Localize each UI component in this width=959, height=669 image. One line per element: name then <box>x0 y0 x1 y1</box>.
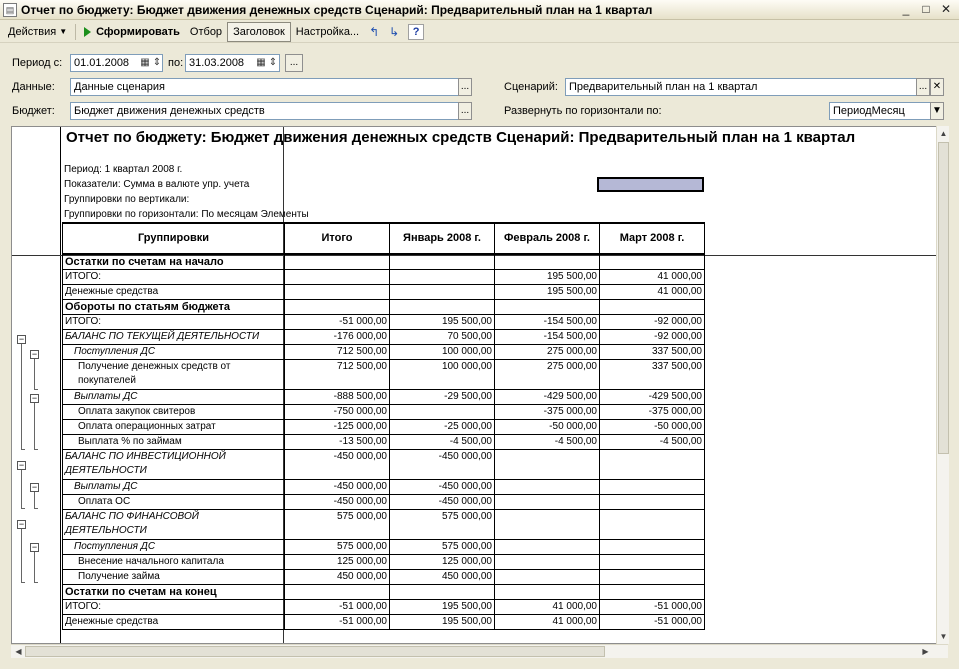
value-cell: -125 000,00 <box>285 420 390 435</box>
value-cell: -92 000,00 <box>600 315 705 330</box>
row-label: Остатки по счетам на конец <box>63 585 285 600</box>
report-table <box>62 222 705 630</box>
group-line-end <box>21 508 25 509</box>
scroll-down-icon[interactable]: ▼ <box>939 632 948 641</box>
table-row <box>63 420 705 435</box>
grouping-area-divider <box>60 127 61 644</box>
value-cell: -450 000,00 <box>285 495 390 510</box>
value-cell <box>390 254 495 270</box>
row-label: Оплата ОС <box>63 495 285 510</box>
row-label: Денежные средства <box>63 285 285 300</box>
data-label: Данные: <box>12 81 55 93</box>
value-cell: -450 000,00 <box>285 450 390 480</box>
chevron-down-icon[interactable]: ▼ <box>930 102 944 120</box>
play-icon <box>84 27 91 37</box>
value-cell: 712 500,00 <box>285 345 390 360</box>
table-row <box>63 254 705 270</box>
actions-label: Действия <box>8 25 57 38</box>
table-row <box>63 615 705 630</box>
value-cell: -92 000,00 <box>600 330 705 345</box>
value-cell: 70 500,00 <box>390 330 495 345</box>
group-collapse-icon[interactable]: − <box>31 349 38 359</box>
table-row <box>63 495 705 510</box>
window-title: Отчет по бюджету: Бюджет движения денежных средств Сценарий: Предварительный план на 1 квартал <box>21 2 653 17</box>
budget-select-button[interactable]: ... <box>458 102 472 120</box>
value-cell: -50 000,00 <box>600 420 705 435</box>
table-row <box>63 315 705 330</box>
group-collapse-icon[interactable]: − <box>31 482 38 492</box>
row-label: Выплаты ДС <box>63 480 285 495</box>
value-cell: -450 000,00 <box>285 480 390 495</box>
group-line <box>21 470 22 508</box>
expand-groups-icon[interactable]: ↳ <box>389 24 400 39</box>
value-cell <box>600 540 705 555</box>
table-row <box>63 435 705 450</box>
report-spreadsheet[interactable] <box>11 126 948 644</box>
period-to-value: 31.03.2008 <box>189 57 245 69</box>
column-header: Февраль 2008 г. <box>495 223 600 254</box>
row-label: Выплаты ДС <box>63 390 285 405</box>
value-cell: 275 000,00 <box>495 345 600 360</box>
value-cell: 195 500,00 <box>495 270 600 285</box>
row-label: Оплата операционных затрат <box>63 420 285 435</box>
report-horizontal-groupings: Группировки по горизонтали: По месяцам Элементы <box>64 209 309 220</box>
period-to-label: по: <box>168 57 184 69</box>
value-cell: -375 000,00 <box>495 405 600 420</box>
scenario-label: Сценарий: <box>504 81 558 93</box>
table-row <box>63 360 705 390</box>
value-cell: -29 500,00 <box>390 390 495 405</box>
value-cell <box>285 254 390 270</box>
minimize-icon[interactable]: _ <box>902 2 910 16</box>
value-cell: -4 500,00 <box>495 435 600 450</box>
header-toggle-button[interactable]: Заголовок <box>227 22 291 42</box>
table-row <box>63 390 705 405</box>
value-cell <box>600 510 705 540</box>
value-cell: -429 500,00 <box>495 390 600 405</box>
report-period: Период: 1 квартал 2008 г. <box>64 164 183 175</box>
table-row <box>63 540 705 555</box>
value-cell <box>495 450 600 480</box>
value-cell <box>600 300 705 315</box>
table-row <box>63 270 705 285</box>
value-cell: 575 000,00 <box>285 510 390 540</box>
value-cell: 41 000,00 <box>495 615 600 630</box>
group-line-end <box>21 449 25 450</box>
column-header: Январь 2008 г. <box>390 223 495 254</box>
value-cell: -154 500,00 <box>495 330 600 345</box>
scroll-up-icon[interactable]: ▲ <box>939 129 948 138</box>
value-cell: 195 500,00 <box>390 615 495 630</box>
table-row <box>63 480 705 495</box>
value-cell <box>600 254 705 270</box>
group-line <box>21 344 22 449</box>
row-label: БАЛАНС ПО ИНВЕСТИЦИОННОЙ ДЕЯТЕЛЬНОСТИ <box>63 450 285 480</box>
group-line-end <box>34 582 38 583</box>
scenario-select-button[interactable]: ... <box>916 78 930 96</box>
table-row <box>63 285 705 300</box>
value-cell <box>495 510 600 540</box>
row-label: ИТОГО: <box>63 270 285 285</box>
group-collapse-icon[interactable]: − <box>18 334 25 344</box>
value-cell: 275 000,00 <box>495 360 600 390</box>
toolbar <box>0 21 959 43</box>
value-cell: -450 000,00 <box>390 450 495 480</box>
scenario-value: Предварительный план на 1 квартал <box>569 81 758 93</box>
table-row <box>63 600 705 615</box>
row-label: Обороты по статьям бюджета <box>63 300 285 315</box>
budget-field[interactable] <box>70 102 459 120</box>
value-cell: -888 500,00 <box>285 390 390 405</box>
row-label: Денежные средства <box>63 615 285 630</box>
expand-value: ПериодМесяц <box>833 105 905 117</box>
value-cell: -154 500,00 <box>495 315 600 330</box>
value-cell: -450 000,00 <box>390 480 495 495</box>
value-cell: 195 500,00 <box>390 315 495 330</box>
scenario-clear-icon[interactable]: ✕ <box>930 78 944 96</box>
value-cell <box>390 585 495 600</box>
column-header: Итого <box>285 223 390 254</box>
value-cell: -51 000,00 <box>285 600 390 615</box>
row-label: Остатки по счетам на начало <box>63 254 285 270</box>
period-select-button[interactable]: ... <box>285 54 303 72</box>
group-line-end <box>34 508 38 509</box>
report-indicators: Показатели: Сумма в валюте упр. учета <box>64 179 250 190</box>
value-cell: 41 000,00 <box>600 285 705 300</box>
row-label: Оплата закупок свитеров <box>63 405 285 420</box>
value-cell: 337 500,00 <box>600 345 705 360</box>
value-cell <box>600 585 705 600</box>
collapse-groups-icon[interactable]: ↰ <box>369 24 380 39</box>
value-cell <box>495 585 600 600</box>
row-label: БАЛАНС ПО ФИНАНСОВОЙ ДЕЯТЕЛЬНОСТИ <box>63 510 285 540</box>
group-line-end <box>34 449 38 450</box>
horizontal-scroll-thumb[interactable] <box>25 646 605 657</box>
value-cell: 125 000,00 <box>390 555 495 570</box>
value-cell: 450 000,00 <box>285 570 390 585</box>
scenario-field[interactable] <box>565 78 917 96</box>
data-field[interactable] <box>70 78 459 96</box>
value-cell <box>390 285 495 300</box>
row-label: Внесение начального капитала <box>63 555 285 570</box>
group-collapse-icon[interactable]: − <box>18 519 25 529</box>
vertical-scrollbar[interactable] <box>936 126 949 644</box>
value-cell <box>495 495 600 510</box>
value-cell <box>390 270 495 285</box>
table-row <box>63 300 705 315</box>
help-icon[interactable]: ? <box>408 24 424 40</box>
table-row <box>63 330 705 345</box>
value-cell <box>600 450 705 480</box>
row-label: Получение денежных средств от покупателей <box>63 360 285 390</box>
period-from-label: Период с: <box>12 57 63 69</box>
value-cell: -450 000,00 <box>390 495 495 510</box>
value-cell <box>285 300 390 315</box>
value-cell <box>285 270 390 285</box>
value-cell <box>390 300 495 315</box>
column-header: Март 2008 г. <box>600 223 705 254</box>
value-cell: -51 000,00 <box>285 315 390 330</box>
value-cell: -750 000,00 <box>285 405 390 420</box>
column-header: Группировки <box>63 223 285 254</box>
value-cell: -13 500,00 <box>285 435 390 450</box>
actions-menu[interactable] <box>3 22 72 42</box>
value-cell <box>495 555 600 570</box>
value-cell: -51 000,00 <box>600 600 705 615</box>
group-line <box>34 403 35 449</box>
row-label: ИТОГО: <box>63 315 285 330</box>
value-cell: -429 500,00 <box>600 390 705 405</box>
expand-select[interactable] <box>829 102 932 120</box>
scroll-right-icon[interactable]: ▶ <box>922 647 929 656</box>
period-from-value: 01.01.2008 <box>74 57 130 69</box>
table-row <box>63 345 705 360</box>
close-icon[interactable]: ✕ <box>940 2 952 16</box>
spin-icon[interactable]: ⇕ <box>268 57 278 68</box>
value-cell <box>600 480 705 495</box>
value-cell: -51 000,00 <box>285 615 390 630</box>
value-cell <box>495 570 600 585</box>
table-row <box>63 405 705 420</box>
value-cell: 575 000,00 <box>390 510 495 540</box>
value-cell: 100 000,00 <box>390 360 495 390</box>
value-cell: 195 500,00 <box>390 600 495 615</box>
value-cell <box>495 254 600 270</box>
highlighted-cell <box>597 177 704 192</box>
value-cell <box>285 585 390 600</box>
group-collapse-icon[interactable]: − <box>18 460 25 470</box>
value-cell: 575 000,00 <box>390 540 495 555</box>
dropdown-arrow-icon: ▼ <box>59 27 68 36</box>
table-row <box>63 555 705 570</box>
group-line <box>34 552 35 582</box>
value-cell: 41 000,00 <box>600 270 705 285</box>
report-vertical-groupings: Группировки по вертикали: <box>64 194 190 205</box>
row-label: БАЛАНС ПО ТЕКУЩЕЙ ДЕЯТЕЛЬНОСТИ <box>63 330 285 345</box>
value-cell: -4 500,00 <box>390 435 495 450</box>
value-cell: 100 000,00 <box>390 345 495 360</box>
value-cell: -25 000,00 <box>390 420 495 435</box>
report-title: Отчет по бюджету: Бюджет движения денежных средств Сценарий: Предварительный план на 1 квартал <box>66 129 856 146</box>
expand-label: Развернуть по горизонтали по: <box>504 105 662 117</box>
row-label: ИТОГО: <box>63 600 285 615</box>
value-cell: 712 500,00 <box>285 360 390 390</box>
group-line-end <box>34 389 38 390</box>
value-cell: 575 000,00 <box>285 540 390 555</box>
title-bar <box>0 0 959 20</box>
settings-button[interactable]: Настройка... <box>295 25 360 38</box>
maximize-icon[interactable]: □ <box>922 2 930 16</box>
toolbar-separator <box>75 24 76 40</box>
value-cell <box>495 300 600 315</box>
value-cell: -375 000,00 <box>600 405 705 420</box>
table-row <box>63 510 705 540</box>
group-line <box>21 529 22 582</box>
value-cell <box>600 555 705 570</box>
scroll-left-icon[interactable]: ◀ <box>15 647 22 656</box>
row-label: Поступления ДС <box>63 345 285 360</box>
value-cell <box>600 495 705 510</box>
data-value: Данные сценария <box>74 81 166 93</box>
group-line <box>34 359 35 389</box>
value-cell: 195 500,00 <box>495 285 600 300</box>
table-row <box>63 450 705 480</box>
value-cell <box>285 285 390 300</box>
calendar-icon[interactable]: ▦ <box>256 57 266 68</box>
value-cell: -176 000,00 <box>285 330 390 345</box>
value-cell <box>495 540 600 555</box>
value-cell: 337 500,00 <box>600 360 705 390</box>
generate-label: Сформировать <box>96 25 180 38</box>
value-cell <box>390 405 495 420</box>
generate-button[interactable] <box>79 22 185 42</box>
value-cell <box>495 480 600 495</box>
budget-value: Бюджет движения денежных средств <box>74 105 265 117</box>
value-cell: 125 000,00 <box>285 555 390 570</box>
row-label: Поступления ДС <box>63 540 285 555</box>
table-row <box>63 570 705 585</box>
filter-button[interactable]: Отбор <box>189 25 223 38</box>
group-line <box>34 492 35 508</box>
data-select-button[interactable]: ... <box>458 78 472 96</box>
budget-label: Бюджет: <box>12 105 55 117</box>
row-label: Выплата % по займам <box>63 435 285 450</box>
report-icon: ▤ <box>3 3 17 17</box>
row-label: Получение займа <box>63 570 285 585</box>
value-cell: 41 000,00 <box>495 600 600 615</box>
group-line-end <box>21 582 25 583</box>
spin-icon[interactable]: ⇕ <box>152 57 162 68</box>
value-cell: 450 000,00 <box>390 570 495 585</box>
horizontal-scrollbar[interactable] <box>11 644 948 658</box>
value-cell: -4 500,00 <box>600 435 705 450</box>
table-row <box>63 585 705 600</box>
vertical-scroll-thumb[interactable] <box>938 142 949 454</box>
group-collapse-icon[interactable]: − <box>31 393 38 403</box>
value-cell: -50 000,00 <box>495 420 600 435</box>
calendar-icon[interactable]: ▦ <box>140 57 150 68</box>
value-cell: -51 000,00 <box>600 615 705 630</box>
group-collapse-icon[interactable]: − <box>31 542 38 552</box>
value-cell <box>600 570 705 585</box>
